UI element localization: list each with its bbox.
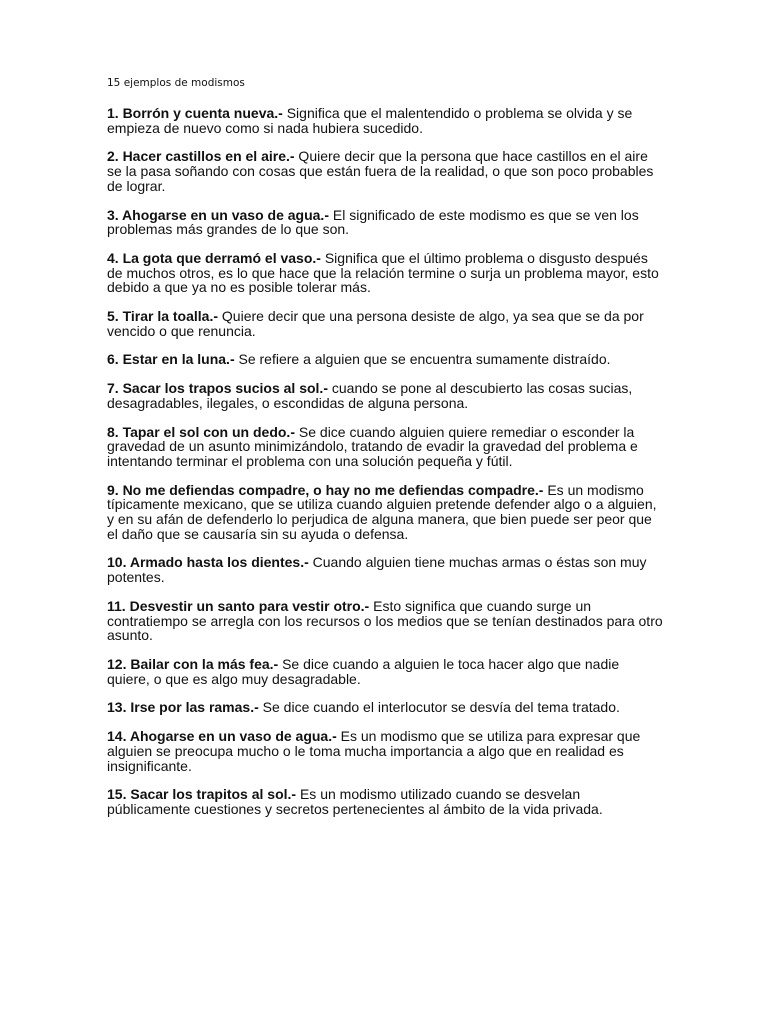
idiom-definition: Esto significa que cuando surge un contratiempo se arregla con los recursos o los medios que se tenían destinados para otro asunto. — [107, 597, 663, 644]
idiom-definition: Se refiere a alguien que se encuentra sumamente distraído. — [234, 351, 611, 368]
list-item — [107, 700, 663, 715]
list-item — [107, 425, 663, 469]
list-item — [107, 599, 663, 643]
idiom-term: 6. Estar en la luna.- — [107, 351, 235, 368]
list-item — [107, 309, 663, 338]
idiom-definition: Es un modismo típicamente mexicano, que se utiliza cuando alguien pretende defender algo o a alguien, y en su afán de defenderlo lo perjudica de alguna manera, que bien puede ser peor que el daño que se causaría sin su ayuda o defensa. — [107, 481, 657, 542]
list-item — [107, 106, 663, 135]
idiom-definition: Es un modismo que se utiliza para expresar que alguien se preocupa mucho o le toma mucha importancia a algo que en realidad es insignificante. — [107, 728, 641, 774]
list-item — [107, 483, 663, 542]
list-item — [107, 208, 663, 237]
idiom-term: 15. Sacar los trapitos al sol.- — [107, 786, 297, 803]
list-item — [107, 555, 663, 584]
idiom-term: 12. Bailar con la más fea.- — [107, 655, 279, 672]
idiom-definition: Significa que el último problema o disgusto después de muchos otros, es lo que hace que la relación termine o surja un problema mayor, esto debido a que ya no es posible tolerar más. — [107, 249, 659, 296]
idiom-definition: Se dice cuando el interlocutor se desvía del tema tratado. — [258, 699, 620, 716]
idiom-term: 8. Tapar el sol con un dedo.- — [107, 423, 295, 440]
idiom-definition: Es un modismo utilizado cuando se desvelan públicamente cuestiones y secretos pertenecientes al ámbito de la vida privada. — [107, 786, 603, 817]
idiom-term: 1. Borrón y cuenta nueva.- — [107, 105, 283, 121]
idiom-term: 10. Armado hasta los dientes.- — [107, 554, 309, 571]
idiom-term: 9. No me defiendas compadre, o hay no me defiendas compadre.- — [107, 481, 544, 498]
list-item — [107, 729, 663, 773]
idiom-definition: Quiere decir que una persona desiste de algo, ya sea que se da por vencido o que renuncia. — [107, 308, 644, 339]
idiom-definition: Se dice cuando alguien quiere remediar o esconder la gravedad de un asunto minimizándolo, tratando de evadir la gravedad del problema e intentando terminar el problema con una solución pequeña y fútil. — [107, 423, 638, 469]
list-item — [107, 251, 663, 295]
idiom-definition: Significa que el malentendido o problema se olvida y se empieza de nuevo como si nada hubiera sucedido. — [107, 105, 633, 136]
list-item — [107, 381, 663, 410]
list-item — [107, 657, 663, 686]
idiom-definition: Cuando alguien tiene muchas armas o éstas son muy potentes. — [107, 554, 647, 586]
idiom-definition: Se dice cuando a alguien le toca hacer algo que nadie quiere, o que es algo muy desagradable. — [107, 655, 620, 687]
list-item — [107, 352, 663, 367]
idiom-term: 5. Tirar la toalla.- — [107, 308, 219, 325]
idiom-definition: Quiere decir que la persona que hace castillos en el aire se la pasa soñando con cosas que están fuera de la realidad, o que son poco probables de lograr. — [107, 148, 654, 194]
document-page — [107, 76, 663, 831]
list-item — [107, 787, 663, 816]
document-title: 15 ejemplos de modismos — [107, 77, 245, 89]
list-item — [107, 149, 663, 193]
idiom-term: 13. Irse por las ramas.- — [107, 699, 259, 716]
idiom-definition: cuando se pone al descubierto las cosas sucias, desagradables, ilegales, o escondidas de alguna persona. — [107, 380, 633, 411]
idiom-term: 2. Hacer castillos en el aire.- — [107, 148, 295, 165]
idiom-term: 7. Sacar los trapos sucios al sol.- — [107, 380, 328, 397]
idiom-term: 3. Ahogarse en un vaso de agua.- — [107, 206, 329, 223]
idiom-definition: El significado de este modismo es que se ven los problemas más grandes de lo que son. — [107, 206, 639, 238]
idiom-term: 14. Ahogarse en un vaso de agua.- — [107, 728, 337, 745]
idiom-term: 4. La gota que derramó el vaso.- — [107, 249, 321, 266]
idiom-term: 11. Desvestir un santo para vestir otro.- — [107, 597, 370, 614]
